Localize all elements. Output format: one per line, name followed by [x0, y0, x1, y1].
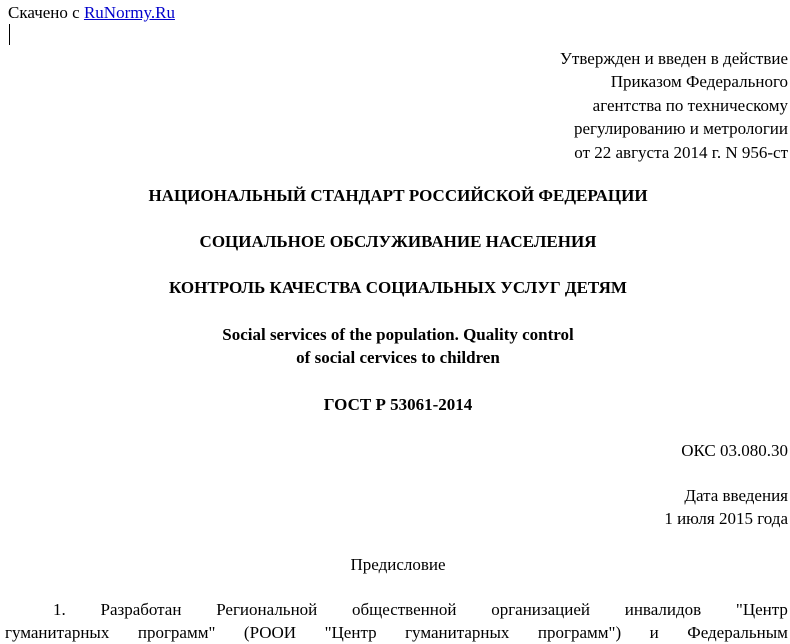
- standard-subtitle-1: СОЦИАЛЬНОЕ ОБСЛУЖИВАНИЕ НАСЕЛЕНИЯ: [199, 232, 597, 251]
- word: общественной: [352, 600, 457, 619]
- word: Разработан: [100, 600, 182, 619]
- source-line: [8, 2, 175, 24]
- paragraph-line-2: [5, 621, 788, 644]
- source-prefix: Скачено с: [8, 3, 80, 22]
- foreword-paragraph: [5, 598, 788, 644]
- text-cursor: [9, 24, 10, 45]
- word: и: [649, 623, 659, 642]
- word: организацией: [491, 600, 590, 619]
- word: программ": [137, 623, 216, 642]
- word: инвалидов: [624, 600, 702, 619]
- word: гуманитарных: [5, 623, 110, 642]
- english-title-line-2: of social cervices to children: [296, 348, 500, 367]
- gost-code: ГОСТ Р 53061-2014: [323, 395, 473, 414]
- approval-line: Приказом Федерального: [610, 72, 788, 92]
- word: (РООИ: [243, 623, 297, 642]
- word: "Центр: [324, 623, 377, 642]
- oks-code: ОКС 03.080.30: [681, 441, 788, 460]
- effective-date-value: 1 июля 2015 года: [664, 509, 788, 528]
- effective-date-label: Дата введения: [684, 486, 788, 505]
- approval-line: Утвержден и введен в действие: [559, 49, 788, 68]
- source-link[interactable]: RuNormy.Ru: [83, 3, 175, 22]
- word: Региональной: [216, 600, 318, 619]
- approval-line: регулированию и метрологии: [573, 119, 788, 139]
- standard-subtitle-2: КОНТРОЛЬ КАЧЕСТВА СОЦИАЛЬНЫХ УСЛУГ ДЕТЯМ: [169, 278, 627, 297]
- word: гуманитарных: [405, 623, 510, 642]
- foreword-heading: Предисловие: [350, 555, 446, 574]
- approval-block: [560, 47, 788, 164]
- word: программ"): [537, 623, 622, 642]
- standard-title: НАЦИОНАЛЬНЫЙ СТАНДАРТ РОССИЙСКОЙ ФЕДЕРАЦИИ: [148, 186, 648, 205]
- approval-line: агентства по техническому: [592, 95, 788, 115]
- approval-line: от 22 августа 2014 г. N 956-ст: [574, 142, 788, 162]
- word: Федеральным: [687, 623, 788, 642]
- english-title-line-1: Social services of the population. Quality control: [222, 325, 574, 344]
- word: 1.: [53, 600, 66, 619]
- word: "Центр: [735, 600, 788, 619]
- paragraph-line-1: [5, 598, 788, 621]
